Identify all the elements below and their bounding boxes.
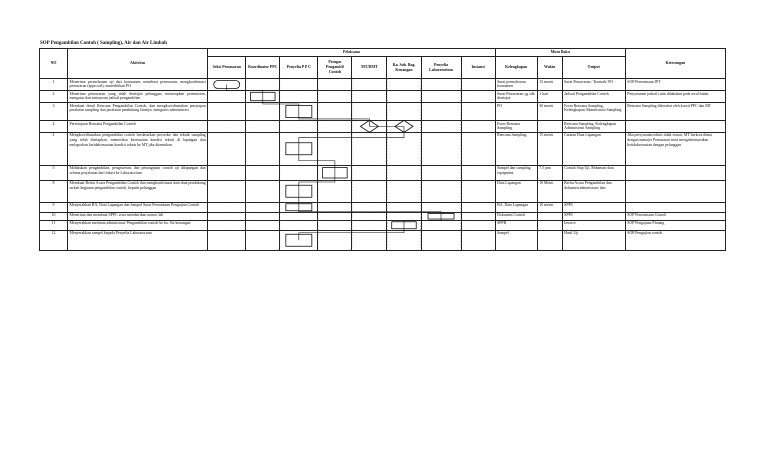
lane-cell xyxy=(246,220,280,230)
lane-cell xyxy=(208,103,246,121)
lane-cell xyxy=(318,212,352,220)
lane-cell xyxy=(387,132,421,165)
lane-cell xyxy=(352,79,387,91)
lane-cell xyxy=(461,220,495,230)
row-waktu xyxy=(537,230,562,250)
row-aktivitas: Menerima dan membuat SPPC serta memberikan nomor lab xyxy=(68,212,208,220)
lane-cell xyxy=(461,132,495,165)
lane-header: Penyelia P P C xyxy=(280,57,318,79)
lane-cell xyxy=(461,202,495,212)
lane-header: MT/DMT xyxy=(352,57,387,79)
lane-cell xyxy=(246,230,280,250)
row-no: 4 xyxy=(40,121,68,133)
row-waktu: 10 menit xyxy=(537,202,562,212)
header-pelaksana: Pelaksana xyxy=(208,49,495,57)
lane-cell xyxy=(208,202,246,212)
lane-cell xyxy=(421,212,461,220)
lane-header: Ka. Sub. Bag. Keuangan xyxy=(387,57,421,79)
row-kelengkapan: Surat permohonan konsumen xyxy=(495,79,537,91)
row-aktivitas: Menyerahkan sampel kepada Penyelia Laboratorium xyxy=(68,230,208,250)
lane-cell xyxy=(246,121,280,133)
lane-cell xyxy=(461,91,495,103)
lane-cell xyxy=(280,91,318,103)
lane-cell xyxy=(387,121,421,133)
lane-cell xyxy=(421,202,461,212)
header-mutu-baku: Mutu Baku xyxy=(495,49,625,57)
lane-cell xyxy=(387,91,421,103)
lane-cell xyxy=(421,91,461,103)
lane-cell xyxy=(208,121,246,133)
row-kelengkapan: Rencana Sampling, xyxy=(495,132,537,165)
row-aktivitas: Menerima penawaran yang telah disetujui pelanggan, menerapkan permintaan, mengatur dan menyusun jadwal pengambilan xyxy=(68,91,208,103)
lane-cell xyxy=(208,180,246,202)
row-kelengkapan: Surat Penawaran yg sdh disetujui xyxy=(495,91,537,103)
lane-cell xyxy=(318,165,352,180)
row-output: Form Rencana Sampling, Kelengkapan Administrasi Sampling xyxy=(562,103,625,121)
lane-cell xyxy=(280,180,318,202)
row-kelengkapan: Sampel xyxy=(495,230,537,250)
row-aktivitas: Melakukan pengambilan, pengawetan, dan penanganan contoh uji dilapangan dan selama perjalanan dari lokasi ke Laboratorium xyxy=(68,165,208,180)
lane-cell xyxy=(280,165,318,180)
row-keterangan: Rencana Sampling diketahui oleh koord PPC dan MT xyxy=(625,103,725,121)
lane-cell xyxy=(246,212,280,220)
row-waktu: 30 menit xyxy=(537,103,562,121)
row-aktivitas: Menerima permohonan uji dari konsumen, membuat penawaran, mengkonfirmasi penawaran (approval), menerbitkan PO xyxy=(68,79,208,91)
lane-cell xyxy=(387,103,421,121)
row-aktivitas: Persetujuan Rencana Pengambilan Contoh xyxy=(68,121,208,133)
lane-cell xyxy=(280,202,318,212)
row-keterangan xyxy=(625,180,725,202)
lane-header: Seksi Pemasaran xyxy=(208,57,246,79)
row-output: Hasil Uji xyxy=(562,230,625,250)
lane-cell xyxy=(246,132,280,165)
row-output: Rencana Sampling, Kelengkapan Administrasi Sampling xyxy=(562,121,625,133)
row-aktivitas: Menyerahkan BA, Data Lapangan dan Sampel Surat Permintaan Pengujian Contoh xyxy=(68,202,208,212)
row-kelengkapan: SPPB xyxy=(495,220,537,230)
lane-cell xyxy=(352,132,387,165)
row-kelengkapan: PO xyxy=(495,103,537,121)
header-no: NO xyxy=(40,49,68,79)
row-no: 1 xyxy=(40,79,68,91)
lane-cell xyxy=(352,202,387,212)
lane-cell xyxy=(318,132,352,165)
lane-cell xyxy=(208,212,246,220)
lane-cell xyxy=(352,91,387,103)
row-keterangan xyxy=(625,121,725,133)
lane-cell xyxy=(208,132,246,165)
lane-cell xyxy=(318,220,352,230)
lane-header: Penyelia Laboratorium xyxy=(421,57,461,79)
row-waktu: 7,5 jam xyxy=(537,165,562,180)
lane-cell xyxy=(280,230,318,250)
lane-cell xyxy=(421,230,461,250)
row-aktivitas: Mengkoordinasikan pengambilan contoh berdasarkan prosedur dan teknik sampling yang telah ditetapkan, memeriksa kesesuaian kondisi teknis di lapangan dan melaporkan ketidaksesuaian kondisi teknis ke MT jika ditemukan xyxy=(68,132,208,165)
mutu-header-waktu: Waktu xyxy=(537,57,562,79)
row-waktu xyxy=(537,121,562,133)
lane-cell xyxy=(280,121,318,133)
lane-cell xyxy=(246,91,280,103)
table-row xyxy=(40,79,726,91)
lane-cell xyxy=(352,121,387,133)
lane-cell xyxy=(387,212,421,220)
lane-cell xyxy=(461,212,495,220)
lane-cell xyxy=(318,180,352,202)
row-aktivitas: Menyerahkan meminta administrasi Pengambilan contoh ke ka. Sie keuangan xyxy=(68,220,208,230)
row-output: Catatan Data Lapangan xyxy=(562,132,625,165)
sop-table xyxy=(39,48,726,251)
row-keterangan: SOP Penerimaan JPT xyxy=(625,79,725,91)
table-row xyxy=(40,202,726,212)
lane-cell xyxy=(208,91,246,103)
row-kelengkapan: Data Lapangan xyxy=(495,180,537,202)
lane-cell xyxy=(280,79,318,91)
lane-cell xyxy=(280,212,318,220)
lane-cell xyxy=(461,103,495,121)
row-keterangan xyxy=(625,202,725,212)
lane-cell xyxy=(387,220,421,230)
lane-header: Instansi xyxy=(461,57,495,79)
mutu-header-kelengkapan: Kelengkapan xyxy=(495,57,537,79)
lane-cell xyxy=(421,180,461,202)
row-keterangan: Penyusunan jadwal rutin dilakukan pada awal bulan. xyxy=(625,91,725,103)
row-output: SPPC xyxy=(562,212,625,220)
lane-cell xyxy=(246,180,280,202)
lane-cell xyxy=(352,165,387,180)
row-no: 12 xyxy=(40,230,68,250)
lane-cell xyxy=(280,220,318,230)
lane-cell xyxy=(246,103,280,121)
row-output: Jadwal Pengambilan Contoh xyxy=(562,91,625,103)
row-output: SPPC xyxy=(562,202,625,212)
row-no: 4 xyxy=(40,132,68,165)
lane-cell xyxy=(461,79,495,91)
row-kelengkapan: Form Rencana Sampling xyxy=(495,121,537,133)
row-kelengkapan: BA, Data Lapangan xyxy=(495,202,537,212)
table-row xyxy=(40,212,726,220)
row-keterangan xyxy=(625,165,725,180)
lane-cell xyxy=(280,103,318,121)
row-aktivitas: Membuat detail Rencana Pengambilan Contoh, dan mengkoordinasikan penyiapan peralatan sampling dan peralatan pendukung lainnya, mengurus administrasi xyxy=(68,103,208,121)
lane-cell xyxy=(461,230,495,250)
row-waktu: 15 menit xyxy=(537,132,562,165)
table-row xyxy=(40,121,726,133)
lane-cell xyxy=(208,165,246,180)
lane-cell xyxy=(421,121,461,133)
row-kelengkapan: Sampel dan sampling equipment xyxy=(495,165,537,180)
lane-cell xyxy=(246,165,280,180)
table-row xyxy=(40,91,726,103)
lane-cell xyxy=(280,132,318,165)
sop-table-body xyxy=(40,79,726,251)
lane-cell xyxy=(421,103,461,121)
lane-cell xyxy=(421,132,461,165)
lane-cell xyxy=(246,202,280,212)
row-no: 9 xyxy=(40,202,68,212)
lane-header: Koordinator PPC xyxy=(246,57,280,79)
mutu-header-output: Output xyxy=(562,57,625,79)
lane-cell xyxy=(352,230,387,250)
table-row xyxy=(40,180,726,202)
document-title: SOP Pengambilan Contoh ( Sampling), Air dan Air Limbah xyxy=(40,41,167,46)
table-row xyxy=(40,132,726,165)
row-keterangan: SOP Penerimaan Contoh xyxy=(625,212,725,220)
lane-cell xyxy=(387,202,421,212)
row-waktu: 15 menit xyxy=(537,79,562,91)
lane-header: Petugas Pengambil Contoh xyxy=(318,57,352,79)
lane-cell xyxy=(387,79,421,91)
lane-cell xyxy=(318,121,352,133)
row-keterangan: Jika persyaratan teknis tidak sesuai, MT berkoordinasi dengan manajer Pemasaran serta menginformasikan ketidaksesuaian dengan pelanggan xyxy=(625,132,725,165)
lane-cell xyxy=(208,230,246,250)
row-no: 5 xyxy=(40,165,68,180)
row-no: 8 xyxy=(40,180,68,202)
lane-cell xyxy=(461,165,495,180)
row-output: Contoh Siap Uji, Rekaman data xyxy=(562,165,625,180)
lane-cell xyxy=(318,230,352,250)
lane-cell xyxy=(318,91,352,103)
row-output: Berita Acara Pengambilan dan dokumen administrasi lain xyxy=(562,180,625,202)
row-no: 3 xyxy=(40,103,68,121)
lane-cell xyxy=(387,165,421,180)
lane-cell xyxy=(387,180,421,202)
lane-cell xyxy=(461,121,495,133)
lane-cell xyxy=(318,79,352,91)
table-row xyxy=(40,103,726,121)
row-waktu xyxy=(537,220,562,230)
table-row xyxy=(40,220,726,230)
lane-cell xyxy=(461,180,495,202)
lane-cell xyxy=(318,202,352,212)
row-waktu xyxy=(537,212,562,220)
lane-cell xyxy=(352,220,387,230)
lane-cell xyxy=(318,103,352,121)
lane-cell xyxy=(352,212,387,220)
lane-cell xyxy=(387,230,421,250)
lane-cell xyxy=(352,103,387,121)
row-no: 2 xyxy=(40,91,68,103)
table-row xyxy=(40,230,726,250)
row-aktivitas: Membuat Berita Acara Pengambilan Contoh dan mengkonfirmasi data-data pendukung terkait kegiatan pengambilan contoh, kepada pelanggan xyxy=(68,180,208,202)
header-aktivitas: Aktivitas xyxy=(68,49,208,79)
row-waktu: 1 hari xyxy=(537,91,562,103)
lane-cell xyxy=(208,220,246,230)
row-output: Surat Penawaran / Kontrak/ PO xyxy=(562,79,625,91)
row-keterangan: SOP Pengajuan Piutang xyxy=(625,220,725,230)
lane-cell xyxy=(421,79,461,91)
lane-cell xyxy=(421,220,461,230)
header-keterangan: Keterangan xyxy=(625,49,725,79)
row-keterangan: SOP Pengujian contoh xyxy=(625,230,725,250)
row-no: 10 xyxy=(40,212,68,220)
row-no: 11 xyxy=(40,220,68,230)
row-output: Invoice xyxy=(562,220,625,230)
lane-cell xyxy=(208,79,246,91)
lane-cell xyxy=(421,165,461,180)
row-waktu: 10 Menit xyxy=(537,180,562,202)
lane-cell xyxy=(352,180,387,202)
table-row xyxy=(40,165,726,180)
row-kelengkapan: Dokumen Contoh xyxy=(495,212,537,220)
lane-cell xyxy=(246,79,280,91)
